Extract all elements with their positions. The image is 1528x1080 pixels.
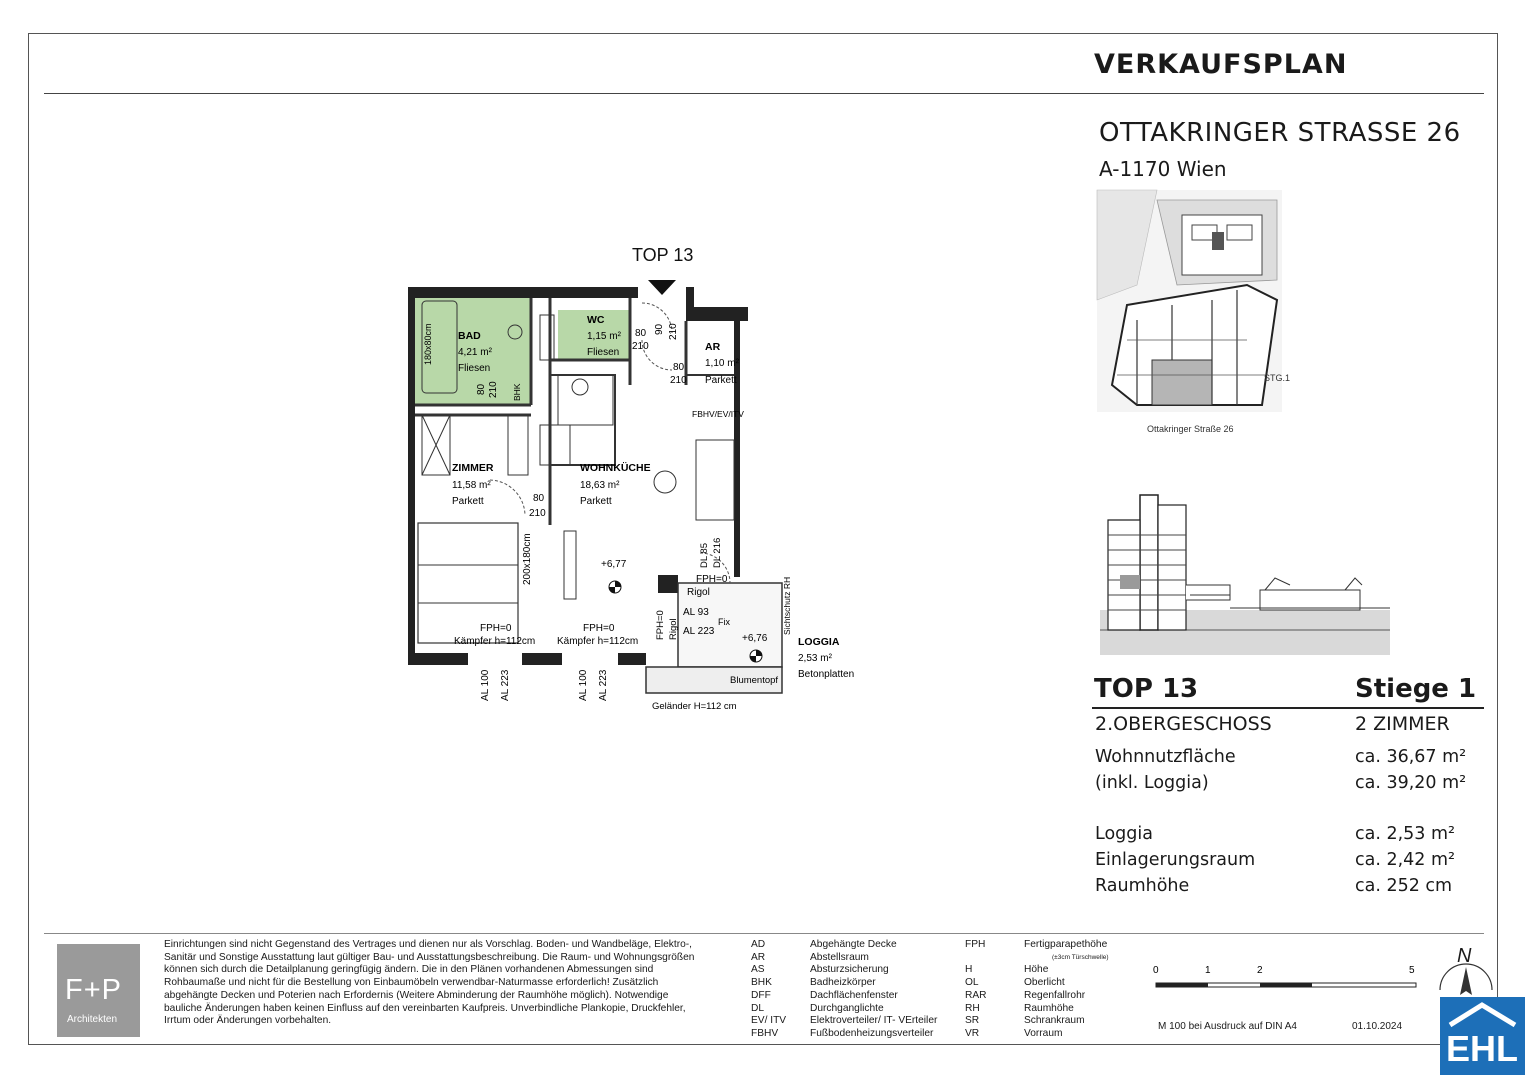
fph-label: FPH=0 — [480, 623, 512, 634]
door-width-label: 80 — [533, 493, 545, 504]
al223-label: AL 223 — [683, 626, 715, 637]
plan-date: 01.10.2024 — [1352, 1021, 1403, 1032]
ehl-logo — [1440, 997, 1525, 1075]
fp-architekten-logo — [57, 944, 140, 1037]
footer-rule — [44, 933, 1484, 934]
room-name: AR — [705, 341, 721, 353]
al100-label: AL 100 — [480, 669, 491, 701]
summary-stiege: Stiege 1 — [1355, 674, 1477, 704]
summary-rooms: 2 ZIMMER — [1355, 713, 1450, 735]
dl85-label: DL 85 — [699, 543, 710, 568]
plan-top-label: TOP 13 — [632, 245, 694, 265]
gelaender-label: Geländer H=112 cm — [652, 701, 737, 712]
summary-item-value: ca. 36,67 m² — [1355, 747, 1467, 767]
scale-tick: 0 — [1153, 965, 1159, 976]
al223-label: AL 223 — [500, 669, 511, 701]
door-height-label: 210 — [632, 341, 649, 352]
blumentopf-label: Blumentopf — [730, 675, 779, 686]
section-drawing — [1100, 490, 1392, 660]
door-height-label: 210 — [670, 375, 687, 386]
logo-subtext: Architekten — [67, 1014, 118, 1025]
room-name: WC — [587, 314, 605, 326]
entrance-arrow — [648, 280, 676, 295]
room-name: LOGGIA — [798, 636, 840, 648]
house-roof-icon — [1440, 999, 1525, 1029]
header-rule — [44, 93, 1484, 94]
room-name: ZIMMER — [452, 462, 494, 474]
door-height-label: 210 — [668, 323, 679, 340]
logo-text: F+P — [65, 974, 122, 1006]
summary-item-value: ca. 39,20 m² — [1355, 773, 1467, 793]
summary-floor-row — [1095, 713, 1470, 735]
room-area: 11,58 m² — [452, 480, 491, 491]
level-marker-icon — [750, 650, 762, 662]
level-marker-icon — [609, 581, 621, 593]
kaempfer-label: Kämpfer h=112cm — [557, 636, 639, 647]
door-width-label: 90 — [654, 323, 665, 335]
door-width-label: 80 — [673, 362, 685, 373]
room-name: BAD — [458, 330, 481, 342]
scale-tick: 1 — [1205, 965, 1211, 976]
fph-label: FPH=0 — [583, 623, 615, 634]
room-floor: Fliesen — [587, 347, 620, 358]
floor-plan — [380, 235, 880, 715]
summary-item-label: Raumhöhe — [1095, 876, 1190, 896]
scale-text: M 100 bei Ausdruck auf DIN A4 — [1158, 1021, 1297, 1032]
site-plan-street-label: Ottakringer Straße 26 — [1147, 424, 1234, 434]
abbr-keys-right: FPH H OL RAR RH SR VR — [965, 939, 987, 1039]
kaempfer-label: Kämpfer h=112cm — [454, 636, 536, 647]
al100-label: AL 100 — [578, 669, 589, 701]
summary-item-value: ca. 2,42 m² — [1355, 850, 1456, 870]
room-floor: Betonplatten — [798, 669, 855, 680]
door-height-label: 210 — [488, 381, 499, 398]
fph-label: FPH=0 — [655, 610, 666, 640]
room-floor: Fliesen — [458, 363, 491, 374]
bhk-label: BHK — [512, 383, 522, 401]
room-area: 1,15 m² — [587, 331, 621, 342]
abbr-values-left: Abgehängte Decke Abstellsraum Absturzsicherung Badheizkörper Dachflächenfenster Durchganglichte Elektroverteiler/ IT- VErteiler Fußbodenheizungsverteiler — [810, 939, 938, 1039]
sheet-title: VERKAUFSPLAN — [1094, 49, 1348, 80]
sichtschutz-label: Sichtschutz RH — [782, 576, 792, 635]
project-city: A-1170 Wien — [1099, 157, 1227, 181]
site-plan-stg-label: STG.1 — [1264, 373, 1291, 383]
summary-item — [1095, 773, 1470, 793]
north-label: N — [1457, 945, 1472, 967]
rigol-label: Rigol — [687, 587, 710, 598]
rigol-label: Rigol — [668, 618, 679, 640]
summary-item — [1095, 876, 1470, 896]
summary-item-label: Wohnnutzfläche — [1095, 747, 1236, 767]
room-area: 4,21 m² — [458, 347, 492, 358]
room-floor: Parkett — [705, 375, 737, 386]
project-street: OTTAKRINGER STRASSE 26 — [1099, 118, 1461, 148]
room-area: 1,10 m² — [705, 358, 739, 369]
site-plan — [1097, 190, 1291, 440]
summary-top: TOP 13 — [1094, 674, 1199, 704]
al93-label: AL 93 — [683, 607, 709, 618]
summary-floor: 2.OBERGESCHOSS — [1095, 713, 1272, 735]
summary-item-label: Einlagerungsraum — [1095, 850, 1256, 870]
abbr-keys-left: AD AR AS BHK DFF DL EV/ ITV FBHV — [751, 939, 787, 1039]
summary-rule — [1092, 707, 1484, 709]
summary-item — [1095, 747, 1470, 767]
scale-tick: 5 — [1409, 965, 1415, 976]
summary-item-label: Loggia — [1095, 824, 1153, 844]
door-height-label: 210 — [529, 508, 546, 519]
summary-item-value: ca. 2,53 m² — [1355, 824, 1456, 844]
fph-label: FPH=0 — [696, 574, 728, 585]
scale-tick: 2 — [1257, 965, 1263, 976]
level-loggia-label: +6,76 — [742, 633, 768, 644]
level-in-label: +6,77 — [601, 559, 627, 570]
fix-label: Fix — [718, 617, 730, 627]
room-area: 2,53 m² — [798, 653, 832, 664]
room-name: WOHNKÜCHE — [580, 462, 651, 474]
ehl-logo-text: EHL — [1446, 1028, 1518, 1069]
room-area: 18,63 m² — [580, 480, 620, 491]
scale-bar — [1150, 960, 1425, 1000]
dl216-label: DL 216 — [712, 537, 723, 568]
fph-note: (±3cm Türschwelle) — [1052, 953, 1109, 961]
summary-item — [1095, 824, 1470, 844]
fbhv-label: FBHV/EV/ITV — [692, 409, 744, 419]
bathtub-size-label: 180x80cm — [423, 323, 433, 365]
summary-item — [1095, 850, 1470, 870]
summary-item-label: (inkl. Loggia) — [1095, 773, 1209, 793]
abbr-values-right: Fertigparapethöhe (±3cm Türschwelle) Höhe Oberlicht Regenfallrohr Raumhöhe Schrankraum Vorraum — [1024, 939, 1109, 1039]
door-width-label: 80 — [635, 328, 647, 339]
room-floor: Parkett — [580, 496, 612, 507]
bed-size-label: 200x180cm — [522, 533, 533, 585]
disclaimer-text: Einrichtungen sind nicht Gegenstand des Vertrages und dienen nur als Vorschlag. Boden- und Wandbeläge, Elektro-, Sanitär und Sonstige Ausstattung laut gültiger Bau- und Ausstattungsbeschreibung. Die Raum- und Wohnungsgrößen können sich durch die Detailplanung geringfügig ändern. Die in den Plänen vorhandenen Abmessungen sind Rohbaumaße und nicht für die Bestellung von Einbaumöbeln verwendbar-Naturmasse erforderlich! Zusätzlich abgehängte Decken und Poterien nach Erfordernis (Weitere Abminderung der Raumhöhe möglich). Notwendige bauliche Änderungen haben keinen Einfluss auf den vereinbarten Kaufpreis. Unverbindliche Plankopie, Druckfehler, Irrtum oder Änderungen vorbehalten. — [164, 939, 695, 1027]
room-floor: Parkett — [452, 496, 484, 507]
al223-label: AL 223 — [598, 669, 609, 701]
summary-item-value: ca. 252 cm — [1355, 876, 1453, 896]
door-width-label: 80 — [476, 383, 487, 395]
